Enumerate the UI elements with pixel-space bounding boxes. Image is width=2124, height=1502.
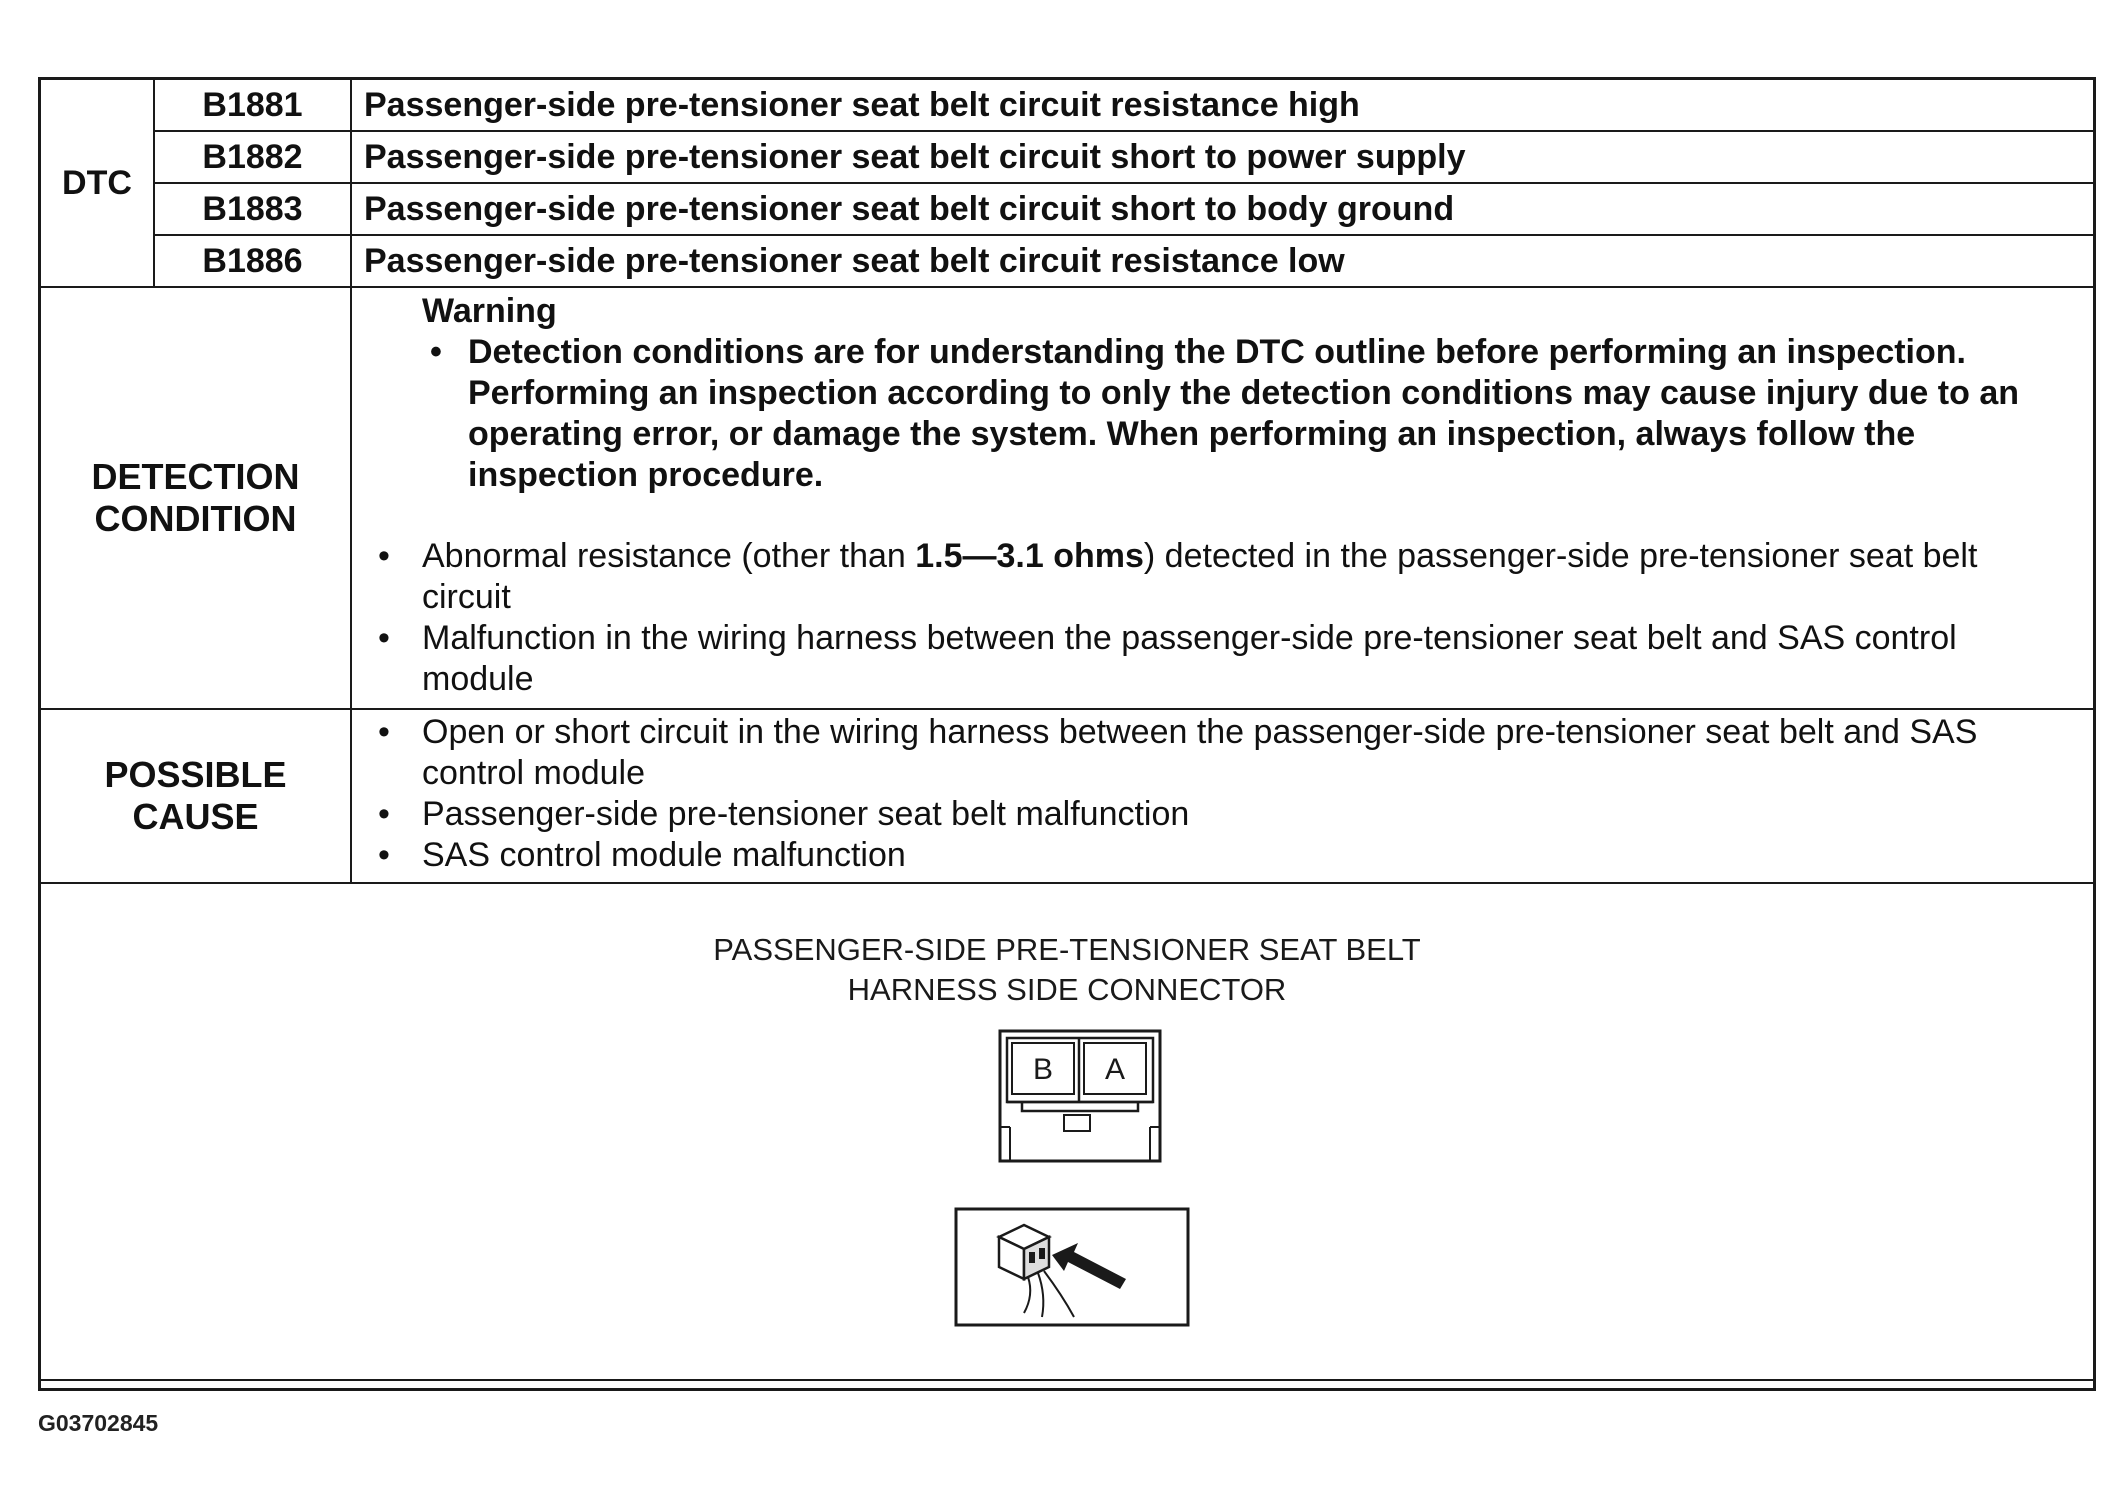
warning-list bbox=[422, 332, 2075, 496]
cause-list bbox=[422, 712, 2075, 876]
spacer bbox=[422, 496, 2075, 536]
cause-label-line1: POSSIBLE bbox=[104, 754, 287, 795]
cause-item: • Open or short circuit in the wiring harness between the passenger-side pre-tensioner seat belt and SAS control module bbox=[422, 712, 2075, 794]
locking-tab bbox=[1064, 1115, 1090, 1131]
dtc-row bbox=[41, 183, 2093, 235]
resistance-range: 1.5—3.1 ohms bbox=[915, 537, 1144, 575]
connector-figure bbox=[41, 884, 2093, 1379]
connector-pin bbox=[1029, 1252, 1035, 1263]
dtc-table bbox=[41, 80, 2093, 1381]
connector-pin bbox=[1039, 1248, 1045, 1259]
dtc-code: B1886 bbox=[154, 235, 351, 287]
dtc-description: Passenger-side pre-tensioner seat belt circuit resistance low bbox=[351, 235, 2093, 287]
figure-title bbox=[41, 930, 2093, 1010]
terminal-a-label: A bbox=[1104, 1053, 1126, 1086]
figure-cell bbox=[41, 883, 2093, 1380]
figure-code: G03702845 bbox=[38, 1410, 159, 1436]
detection-list bbox=[422, 536, 2075, 700]
dtc-description: Passenger-side pre-tensioner seat belt circuit resistance high bbox=[351, 80, 2093, 131]
warning-text: • Detection conditions are for understanding the DTC outline before performing an inspection. Performing an inspection according to only the detection conditions may cause injury due to an operating error, or damage the system. When performing an inspection, always follow the inspection procedure. bbox=[468, 332, 2075, 496]
dtc-code: B1882 bbox=[154, 131, 351, 183]
dtc-row bbox=[41, 80, 2093, 131]
dtc-code: B1883 bbox=[154, 183, 351, 235]
cause-label-line2: CAUSE bbox=[132, 796, 259, 837]
connector-diagram bbox=[998, 1029, 1164, 1165]
terminal-b-label: B bbox=[1032, 1053, 1054, 1086]
possible-cause-label bbox=[41, 709, 351, 883]
detection-item bbox=[422, 536, 2075, 618]
view-icon-frame bbox=[956, 1209, 1188, 1325]
detection-item-text: Abnormal resistance (other than bbox=[422, 537, 916, 575]
detection-label-line1: DETECTION bbox=[91, 456, 300, 497]
figure-title-line2: HARNESS SIDE CONNECTOR bbox=[847, 972, 1287, 1007]
dtc-document bbox=[38, 77, 2096, 1391]
detection-condition-body bbox=[351, 287, 2093, 709]
dtc-row bbox=[41, 235, 2093, 287]
cause-item: • Passenger-side pre-tensioner seat belt malfunction bbox=[422, 794, 2075, 835]
figure-row bbox=[41, 883, 2093, 1380]
locking-bar bbox=[1022, 1102, 1138, 1111]
dtc-row bbox=[41, 131, 2093, 183]
dtc-code: B1881 bbox=[154, 80, 351, 131]
detection-condition-label bbox=[41, 287, 351, 709]
detection-row bbox=[41, 287, 2093, 709]
dtc-description: Passenger-side pre-tensioner seat belt circuit short to body ground bbox=[351, 183, 2093, 235]
cause-row bbox=[41, 709, 2093, 883]
dtc-description: Passenger-side pre-tensioner seat belt circuit short to power supply bbox=[351, 131, 2093, 183]
detection-item-text: ) detected in the passenger-side pre-tensioner seat belt circuit bbox=[422, 537, 1978, 616]
warning-title: Warning bbox=[422, 292, 557, 330]
figure-title-line1: PASSENGER-SIDE PRE-TENSIONER SEAT BELT bbox=[713, 932, 1421, 967]
connector-view-icon bbox=[954, 1207, 1192, 1329]
cause-item: • SAS control module malfunction bbox=[422, 835, 2075, 876]
possible-cause-body bbox=[351, 709, 2093, 883]
dtc-label: DTC bbox=[41, 80, 154, 287]
detection-label-line2: CONDITION bbox=[94, 498, 297, 539]
detection-item: • Malfunction in the wiring harness between the passenger-side pre-tensioner seat belt and SAS control module bbox=[422, 618, 2075, 700]
